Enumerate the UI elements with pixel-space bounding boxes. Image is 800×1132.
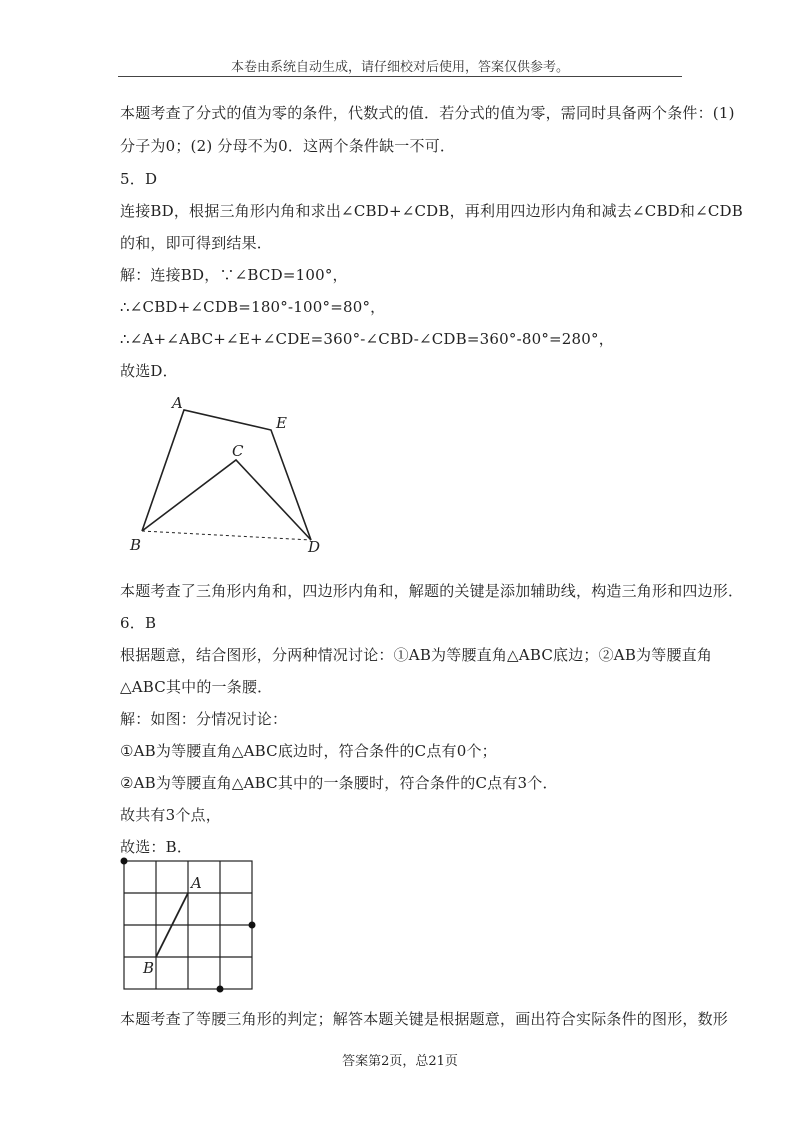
text-line: 故选D． [120, 362, 178, 380]
text-line: 根据题意，结合图形，分两种情况讨论：①AB为等腰直角△ABC底边；②AB为等腰直角 [120, 646, 713, 664]
question-number: 5．D [120, 170, 158, 188]
label-c: C [232, 442, 244, 460]
text-line: ①AB为等腰直角△ABC底边时，符合条件的C点有0个； [120, 742, 497, 760]
label-a: A [172, 394, 183, 412]
label-d: D [308, 538, 321, 556]
label-a: A [191, 874, 202, 892]
auxiliary-line-bd [142, 531, 311, 540]
text-line: △ABC其中的一条腰． [120, 678, 273, 696]
text-line: 本题考查了三角形内角和，四边形内角和，解题的关键是添加辅助线，构造三角形和四边形． [120, 582, 744, 600]
label-b: B [143, 959, 155, 977]
text-line: 分子为0；(2) 分母不为0．这两个条件缺一不可． [120, 137, 456, 155]
page-footer: 答案第2页，总21页 [342, 1054, 458, 1069]
text-line: ∴∠A+∠ABC+∠E+∠CDE=360°-∠CBD-∠CDB=360°-80°=280°， [120, 330, 614, 348]
quadrilateral-figure [120, 390, 340, 560]
point-c-top-left [121, 858, 128, 865]
label-e: E [276, 414, 287, 432]
point-c-right [249, 922, 256, 929]
grid-figure [115, 855, 265, 995]
label-b: B [130, 536, 142, 554]
text-line: 连接BD，根据三角形内角和求出∠CBD+∠CDB，再利用四边形内角和减去∠CBD和∠CDB [120, 202, 743, 220]
text-line: 故共有3个点， [120, 806, 221, 824]
text-line: 故选：B． [120, 838, 193, 856]
page-header: 本卷由系统自动生成，请仔细校对后使用，答案仅供参考。 [230, 60, 569, 75]
text-line: 的和，即可得到结果． [120, 234, 273, 252]
header-divider [118, 76, 682, 77]
text-line: 解：如图：分情况讨论： [120, 710, 288, 728]
text-line: 本题考查了等腰三角形的判定；解答本题关键是根据题意，画出符合实际条件的图形，数形 [120, 1010, 729, 1028]
question-number: 6．B [120, 614, 157, 632]
text-line: 本题考查了分式的值为零的条件，代数式的值．若分式的值为零，需同时具备两个条件：(1) [120, 104, 735, 122]
text-line: ②AB为等腰直角△ABC其中的一条腰时，符合条件的C点有3个． [120, 774, 558, 792]
point-c-bottom [217, 986, 224, 993]
text-line: 解：连接BD，∵∠BCD=100°， [120, 266, 348, 284]
text-line: ∴∠CBD+∠CDB=180°-100°=80°， [120, 298, 386, 316]
